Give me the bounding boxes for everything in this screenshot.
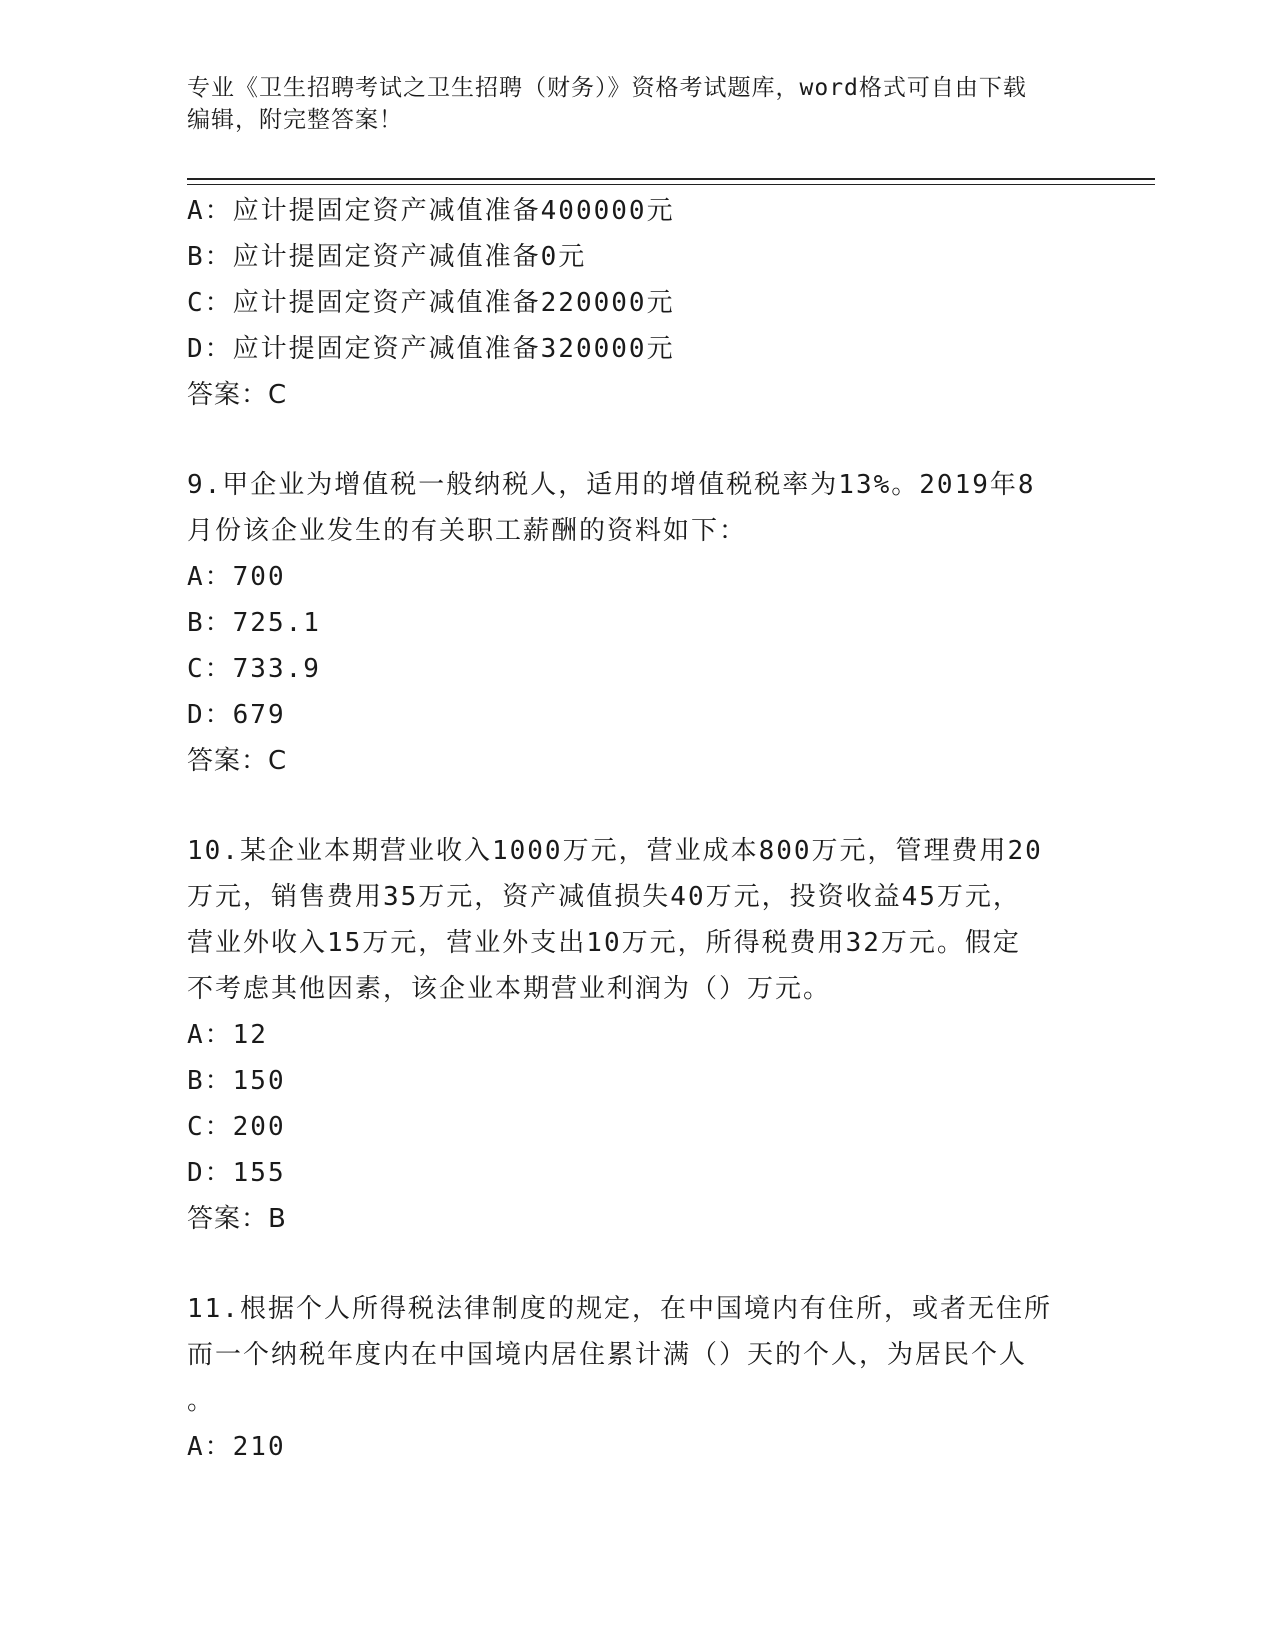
question-stem-line: 不考虑其他因素，该企业本期营业利润为（）万元。 [187, 974, 832, 1004]
answer: 答案：B [187, 1204, 287, 1234]
option-d: D：679 [187, 700, 286, 730]
spacer [187, 1242, 1087, 1286]
question-list [187, 188, 1087, 1470]
spacer [187, 418, 1087, 462]
question-stem-line: 而一个纳税年度内在中国境内居住累计满（）天的个人，为居民个人 [187, 1340, 1028, 1370]
answer: 答案：C [187, 380, 288, 410]
question-8 [187, 188, 1087, 418]
option-b: B：应计提固定资产减值准备0元 [187, 242, 587, 272]
option-b: B：725.1 [187, 608, 321, 638]
option-d: D：应计提固定资产减值准备320000元 [187, 334, 675, 364]
question-stem-line: 。 [187, 1386, 216, 1416]
option-a: A：12 [187, 1020, 268, 1050]
spacer [187, 784, 1087, 828]
option-b: B：150 [187, 1066, 286, 1096]
document-header [187, 72, 1087, 136]
option-c: C：应计提固定资产减值准备220000元 [187, 288, 675, 318]
question-11 [187, 1286, 1087, 1470]
header-line-1: 专业《卫生招聘考试之卫生招聘（财务）》资格考试题库，word格式可自由下载 [187, 75, 1027, 101]
header-rule-thin [187, 184, 1155, 185]
option-c: C：733.9 [187, 654, 321, 684]
option-d: D：155 [187, 1158, 286, 1188]
option-a: A：700 [187, 562, 286, 592]
header-rule-thick [187, 178, 1155, 180]
question-10 [187, 828, 1087, 1242]
question-stem-line: 营业外收入15万元，营业外支出10万元，所得税费用32万元。假定 [187, 928, 1021, 958]
option-c: C：200 [187, 1112, 286, 1142]
option-a: A：应计提固定资产减值准备400000元 [187, 196, 675, 226]
header-line-2: 编辑，附完整答案！ [187, 107, 403, 133]
question-stem-line: 9.甲企业为增值税一般纳税人，适用的增值税税率为13%。2019年8 [187, 470, 1036, 500]
question-stem-line: 月份该企业发生的有关职工薪酬的资料如下： [187, 516, 748, 546]
question-stem-line: 10.某企业本期营业收入1000万元，营业成本800万元，管理费用20 [187, 836, 1043, 866]
question-stem-line: 11.根据个人所得税法律制度的规定，在中国境内有住所，或者无住所 [187, 1294, 1052, 1324]
question-9 [187, 462, 1087, 784]
answer: 答案：C [187, 746, 288, 776]
question-stem-line: 万元，销售费用35万元，资产减值损失40万元，投资收益45万元， [187, 882, 1021, 912]
option-a: A：210 [187, 1432, 286, 1462]
